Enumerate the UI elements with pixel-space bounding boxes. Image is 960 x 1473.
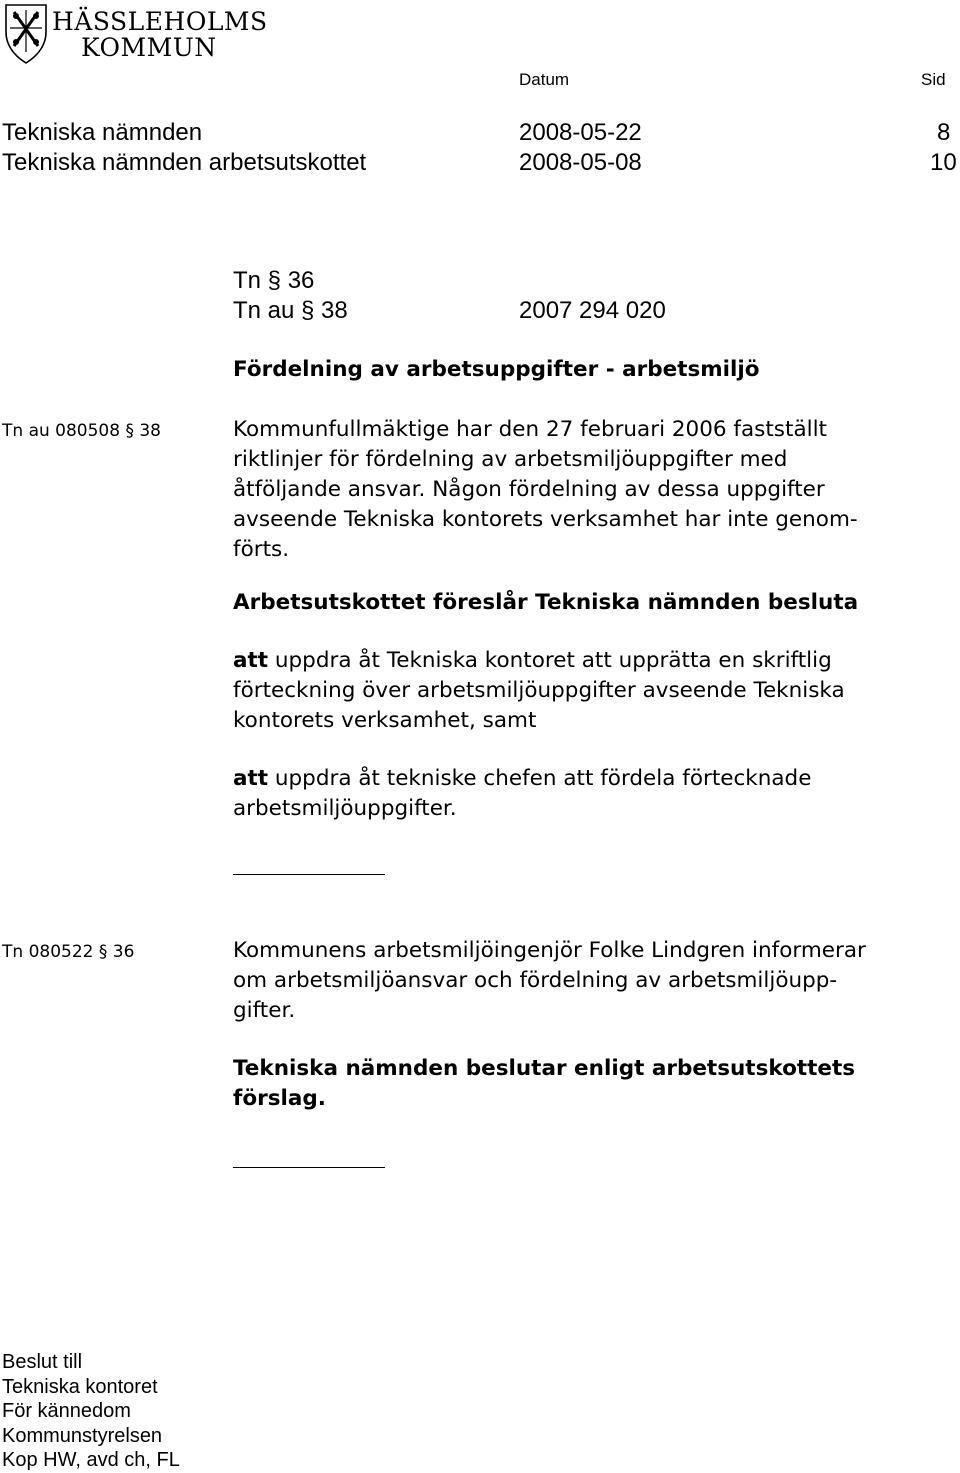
att-clause-2 [233, 764, 953, 824]
au-intro-paragraph [233, 415, 953, 565]
case-number: 2007 294 020 [519, 297, 666, 324]
tn-info-line: Kommunens arbetsmiljöingenjör Folke Lindgren informerar [233, 938, 866, 963]
att-keyword: att [233, 766, 269, 791]
distribution-list [2, 1350, 180, 1473]
tn-decision [233, 1054, 953, 1114]
header-page-1: 8 [937, 119, 951, 146]
logo-text-line2: KOMMUN [81, 33, 217, 62]
distribution-line: Kop HW, avd ch, FL [2, 1449, 180, 1471]
att1-line: kontorets verksamhet, samt [233, 708, 537, 733]
section-divider [233, 1167, 385, 1168]
au-margin-ref: Tn au 080508 § 38 [2, 421, 161, 441]
au-intro-line: förts. [233, 537, 290, 562]
sid-label: Sid [921, 70, 946, 89]
proposal-heading: Arbetsutskottet föreslår Tekniska nämnden besluta [233, 590, 859, 615]
tn-decision-line: förslag. [233, 1086, 326, 1111]
logo-text-line1: HÄSSLEHOLMS [52, 7, 268, 36]
att-keyword: att [233, 648, 269, 673]
distribution-line: Beslut till [2, 1351, 83, 1373]
tn-info-line: om arbetsmiljöansvar och fördelning av arbetsmiljöupp- [233, 968, 838, 993]
distribution-line: Kommunstyrelsen [2, 1424, 163, 1447]
distribution-line: För kännedom [2, 1400, 131, 1422]
distribution-line: Tekniska kontoret [2, 1375, 158, 1398]
au-intro-line: Kommunfullmäktige har den 27 februari 2006 fastställt [233, 417, 827, 442]
header-page-2: 10 [930, 149, 957, 176]
au-intro-line: åtföljande ansvar. Någon fördelning av dessa uppgifter [233, 477, 825, 502]
att-clause-1 [233, 646, 953, 736]
tn-decision-line: Tekniska nämnden beslutar enligt arbetsutskottets [233, 1056, 856, 1081]
au-paragraph-ref: Tn au § 38 [233, 297, 348, 324]
header-body-1: Tekniska nämnden [2, 119, 203, 146]
tn-margin-ref: Tn 080522 § 36 [2, 942, 135, 962]
header-body-2: Tekniska nämnden arbetsutskottet [2, 149, 367, 176]
header-date-1: 2008-05-22 [519, 119, 642, 146]
header-date-2: 2008-05-08 [519, 149, 642, 176]
case-title: Fördelning av arbetsuppgifter - arbetsmiljö [233, 357, 760, 382]
att1-line: förteckning över arbetsmiljöuppgifter avseende Tekniska [233, 678, 845, 703]
att1-line: uppdra åt Tekniska kontoret att upprätta en skriftlig [268, 648, 832, 673]
section-divider [233, 874, 385, 875]
datum-label: Datum [519, 70, 570, 89]
att2-line: arbetsmiljöuppgifter. [233, 796, 457, 821]
au-intro-line: riktlinjer för fördelning av arbetsmiljöuppgifter med [233, 447, 788, 472]
au-intro-line: avseende Tekniska kontorets verksamhet har inte genom- [233, 507, 858, 532]
tn-info-line: gifter. [233, 998, 296, 1023]
tn-info-paragraph [233, 936, 953, 1026]
att2-line: uppdra åt tekniske chefen att fördela förtecknade [268, 766, 812, 791]
tn-paragraph-ref: Tn § 36 [233, 267, 315, 294]
